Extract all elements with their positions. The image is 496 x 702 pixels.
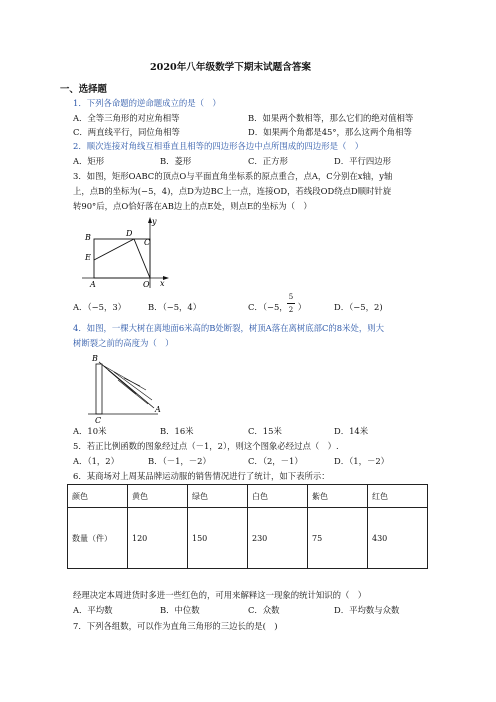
table-cell: 150 xyxy=(188,508,248,569)
sales-table xyxy=(67,484,428,569)
q3-line-3: 转90°后，点O恰好落在AB边上的点E处，则点E的坐标为（ ） xyxy=(73,201,312,211)
q6-stem: 6．某商场对上周某品牌运动服的销售情况进行了统计，如下表所示： xyxy=(73,471,330,481)
q4-line-1: 4．如图，一棵大树在离地面6米高的B处断裂，树顶A落在离树底部C的8米处，则大 xyxy=(73,323,384,333)
label-a: A xyxy=(90,280,96,289)
table-cell: 75 xyxy=(308,508,368,569)
table-cell: 绿色 xyxy=(188,485,248,508)
table-cell: 230 xyxy=(248,508,308,569)
q6-question: 经理决定本周进货时多进一些红色的，可用来解释这一现象的统计知识的（ ） xyxy=(73,590,367,600)
table-cell: 紫色 xyxy=(308,485,368,508)
table-header-row xyxy=(68,485,428,508)
q5-option-a: A．（1，2） xyxy=(73,456,120,466)
tree-trunk xyxy=(96,364,102,414)
label-a: A xyxy=(155,405,161,414)
q3-option-a: A．（−5，3） xyxy=(73,302,127,312)
q6-option-c: C．众数 xyxy=(248,605,280,615)
label-b: B xyxy=(92,354,98,363)
q3-option-b: B．（−5，4） xyxy=(148,302,202,312)
q1-stem: 1．下列各命题的逆命题成立的是（ ） xyxy=(73,98,221,108)
table-row xyxy=(68,508,428,569)
q4-option-d: D．14米 xyxy=(334,426,369,436)
branch-line-5 xyxy=(118,380,148,404)
q1-option-c: C．两直线平行，同位角相等 xyxy=(73,127,180,137)
q2-stem: 2．顺次连接对角线互相垂直且相等的四边形各边中点所围成的四边形是（ ） xyxy=(73,141,364,151)
page-title: 2020年八年级数学下期末试题含答案 xyxy=(150,62,312,73)
q4-option-a: A．10米 xyxy=(73,426,107,436)
q2-option-a: A．矩形 xyxy=(73,156,105,166)
q4-line-2: 树断裂之前的高度为（ ） xyxy=(73,338,174,348)
label-b: B xyxy=(85,233,91,242)
broken-tree-top xyxy=(99,362,154,408)
section-heading: 一、选择题 xyxy=(60,84,107,95)
q3-option-c-suffix: ） xyxy=(297,302,307,312)
q4-option-c: C．15米 xyxy=(248,426,282,436)
table-cell: 120 xyxy=(128,508,188,569)
table-cell: 430 xyxy=(368,508,428,569)
branch-line-2 xyxy=(114,372,152,400)
q6-option-d: D．平均数与众数 xyxy=(334,605,400,615)
q6-option-b: B．中位数 xyxy=(160,605,200,615)
q4-option-b: B．16米 xyxy=(160,426,194,436)
q3-option-c-numerator: 5 xyxy=(288,293,294,301)
q5-option-c: C．（2，－1） xyxy=(248,456,303,466)
q5-option-d: D．（1，－2） xyxy=(334,456,390,466)
q3-option-c-prefix: C．（−5， xyxy=(248,302,288,312)
label-y: y xyxy=(152,217,157,226)
q6-option-a: A．平均数 xyxy=(73,605,113,615)
q1-option-d: D．如果两个角都是45°，那么这两个角相等 xyxy=(248,127,412,137)
label-o: O xyxy=(143,280,150,289)
label-x: x xyxy=(160,279,165,288)
q2-option-b: B．菱形 xyxy=(160,156,192,166)
q4-figure xyxy=(84,350,174,425)
table-cell: 黄色 xyxy=(128,485,188,508)
branch-line-1 xyxy=(104,366,146,390)
label-e: E xyxy=(85,253,91,262)
q2-option-c: C．正方形 xyxy=(248,156,288,166)
segment-de xyxy=(94,239,134,260)
q2-option-d: D．平行四边形 xyxy=(334,156,391,166)
q1-option-b: B．如果两个数相等，那么它们的绝对值相等 xyxy=(248,113,414,123)
q3-line-2: 上，点B的坐标为(−5，4)，点D为边BC上一点，连接OD，若线段OD绕点D顺时针旋 xyxy=(73,186,392,196)
table-cell: 白色 xyxy=(248,485,308,508)
table-cell: 数量（件） xyxy=(68,508,128,569)
q5-option-b: B．（－1，－2） xyxy=(148,456,211,466)
label-c: C xyxy=(95,416,102,425)
q5-stem: 5．若正比例函数的图象经过点（－1，2），则这个图象必经过点（ ）. xyxy=(73,441,339,451)
q7-stem: 7．下列各组数，可以作为直角三角形的三边长的是( ) xyxy=(73,621,278,631)
q1-option-a: A．全等三角形的对应角相等 xyxy=(73,113,180,123)
table-cell: 颜色 xyxy=(68,485,128,508)
q3-line-1: 3．如图，矩形OABC的顶点O与平面直角坐标系的原点重合，点A，C分别在x轴，y轴 xyxy=(73,171,393,181)
table-cell: 红色 xyxy=(368,485,428,508)
q3-option-c-denominator: 2 xyxy=(288,306,294,314)
q3-option-d: D．（−5，2) xyxy=(334,302,383,312)
label-d: D xyxy=(126,229,133,238)
q3-option-c-fraction-bar xyxy=(287,303,295,304)
label-c: C xyxy=(144,238,151,247)
q3-figure xyxy=(82,214,182,292)
q3-option-c xyxy=(248,302,306,313)
